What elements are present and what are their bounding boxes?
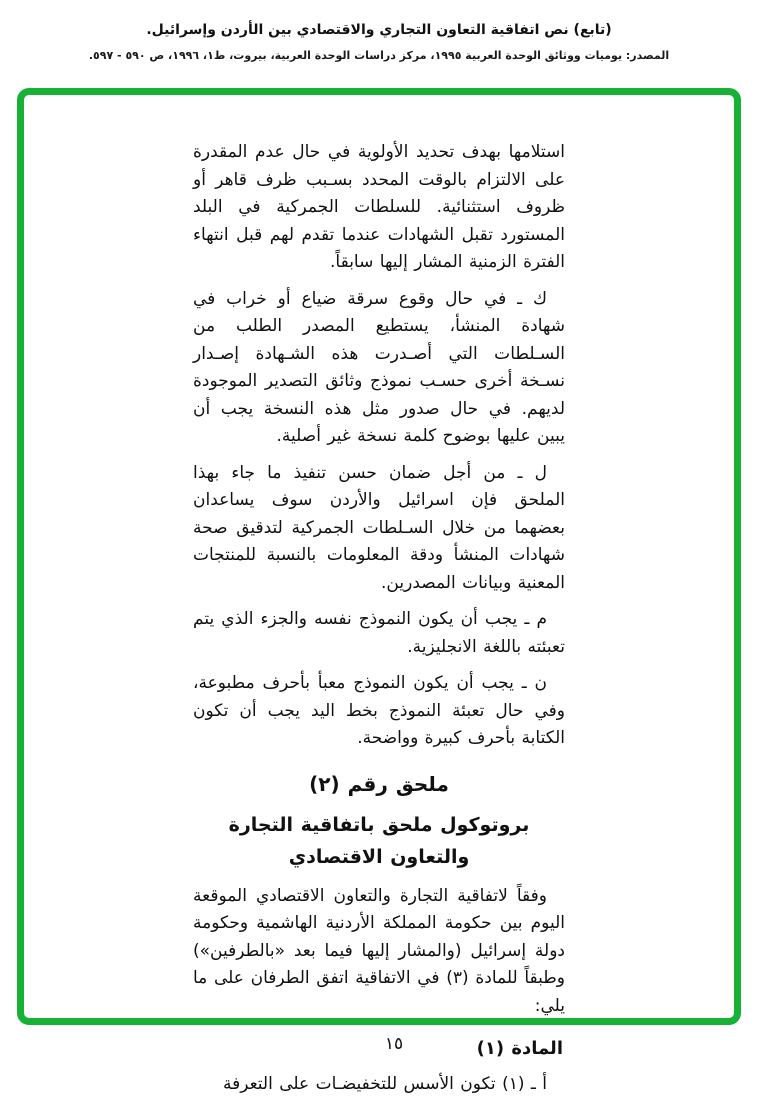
body-paragraph-item-n: ن ـ يجب أن يكون النموذج معبأ بأحرف مطبوعة، وفي حال تعبئة النموذج بخط اليد يجب أن تكون الكتابة بأحرف كبيرة وواضحة. xyxy=(193,673,565,748)
annex-protocol-subheading: بروتوكول ملحق باتفاقية التجارة والتعاون الاقتصادي xyxy=(228,813,530,868)
article-1-first-line: أ ـ (١) تكون الأسس للتخفيضـات على التعرفة xyxy=(222,1074,547,1094)
document-title: (تابع) نص اتفاقية التعاون التجاري والاقتصادي بين الأردن وإسرائيل. xyxy=(146,22,612,38)
annex-intro-paragraph: وفقاً لاتفاقية التجارة والتعاون الاقتصادي الموقعة اليوم بين حكومة المملكة الأردنية الهاشمية وحكومة دولة إسرائيل (والمشار إليها فيما بعد «بالطرفين») وطبقاً للمادة (٣) في الاتفاقية اتفق الطرفان على ما يلي: xyxy=(193,885,565,1016)
page-header xyxy=(0,0,758,62)
annex-number-heading: ملحق رقم (٢) xyxy=(309,771,449,796)
body-paragraph-continuation: استلامها بهدف تحديد الأولوية في حال عدم المقدرة على الالتزام بالوقت المحدد بسـبب ظرف قاهر أو ظروف استثنائية. للسلطات الجمركية في البلد المستورد تقبل الشهادات عندما تقدم لهم قبل انتهاء الفترة الزمنية المشار إليها سابقاً. xyxy=(193,142,565,272)
page-number: ١٥ xyxy=(384,1034,404,1054)
text-column xyxy=(193,95,565,1099)
page-footer xyxy=(0,1034,758,1054)
body-paragraph-item-m: م ـ يجب أن يكون النموذج نفسه والجزء الذي يتم تعبئته باللغة الانجليزية. xyxy=(193,609,565,657)
article-1-heading: المادة (١) xyxy=(476,1038,563,1059)
body-paragraph-item-k: ك ـ في حال وقوع سرقة ضياع أو خراب في شهادة المنشأ، يستطيع المصدر الطلب من السـلطات التي أصـدرت هذه الشـهادة إصـدار نسـخة أخرى حسـب نموذج وثائق التصدير الموجودة لديهم. في حال صدور مثل هذه النسخة يجب أن يبين عليها بوضوح كلمة نسخة غير أصلية. xyxy=(193,288,565,446)
body-paragraph-item-l: ل ـ من أجل ضمان حسن تنفيذ ما جاء بهذا الملحق فإن اسرائيل والأردن سوف يساعدان بعضهما من خلال السـلطات الجمركية لتدقيق صحة شهادات المنشأ ودقة المعلومات بالنسبة للمنتجات المعنية وبيانات المصدرين. xyxy=(193,462,565,593)
document-source-line: المصدر: يوميات ووثائق الوحدة العربية ١٩٩٥، مركز دراسات الوحدة العربية، بيروت، ط١، ١٩٩٦، ص ٥٩٠ - ٥٩٧. xyxy=(88,49,670,62)
